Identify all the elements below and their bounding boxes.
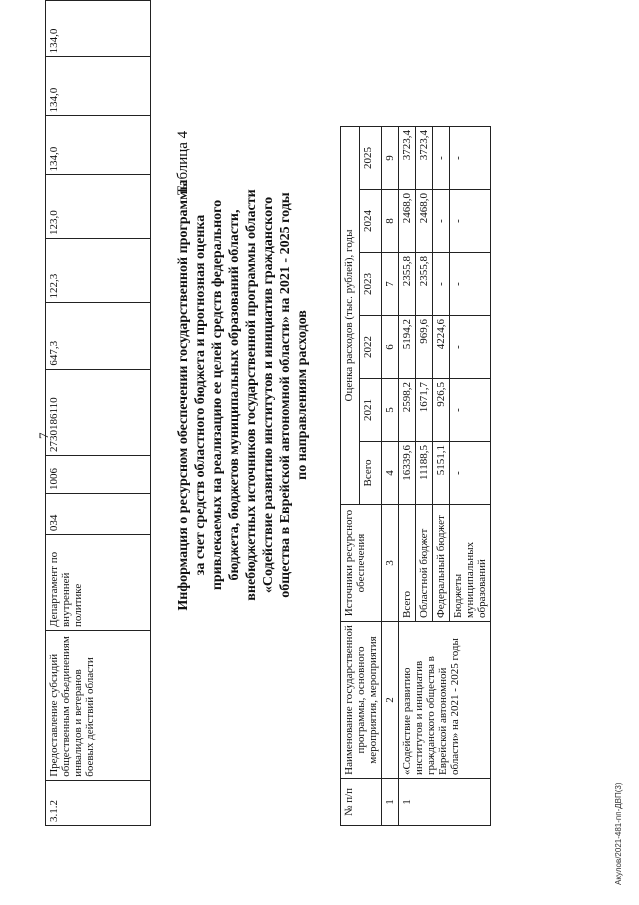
header-name: Наименование государственной программы, основного мероприятия, мероприятия	[341, 622, 382, 779]
value-2025: -	[433, 127, 450, 190]
col-number: 9	[382, 127, 399, 190]
value-2021: 926,5	[433, 379, 450, 442]
header-estimate: Оценка расходов (тыс. рублей), годы	[341, 127, 360, 505]
col-number: 5	[382, 379, 399, 442]
header-year: 2024	[360, 190, 382, 253]
header-row	[341, 127, 360, 826]
value-2021: -	[450, 379, 491, 442]
col-number: 4	[382, 442, 399, 505]
title-line: внебюджетных источников государственной программы области	[244, 189, 259, 601]
footer-code: Акулов/2021-481-пп-ДВП(3)	[614, 782, 623, 885]
column-number-row	[382, 127, 399, 826]
value-2024: 2468,0	[399, 190, 416, 253]
value-2025: 134,0	[46, 57, 151, 116]
table-label: Таблица 4	[175, 130, 191, 195]
value-2021: 2598,2	[399, 379, 416, 442]
title-line: общества в Еврейской автономной области» на 2021 - 2025 годы	[278, 192, 293, 598]
value-2022: -	[450, 316, 491, 379]
header-year: 2025	[360, 127, 382, 190]
row-number: 1	[399, 779, 491, 826]
value-total: 16339,6	[399, 442, 416, 505]
title-line: «Содействие развитию институтов и инициатив гражданского	[261, 196, 276, 594]
value-2025: 3723,4	[416, 127, 433, 190]
value-2023: 2355,8	[399, 253, 416, 316]
value-2022: 122,3	[46, 239, 151, 303]
value-total: -	[450, 442, 491, 505]
value-2024: 2468,0	[416, 190, 433, 253]
value-total: 11188,5	[416, 442, 433, 505]
value-extra: 134,0	[46, 1, 151, 57]
value-2025: -	[450, 127, 491, 190]
value-2021: 647,3	[46, 302, 151, 369]
executor: Департамент по внутренней политике	[46, 535, 151, 631]
grbs-code: 034	[46, 493, 151, 534]
col-number: 1	[382, 779, 399, 826]
previous-table-fragment	[45, 0, 151, 826]
event-name: Предоставление субсидий общественным объединениям инвалидов и ветеранов боевых действий области	[46, 631, 151, 781]
title-line: за счет средств областного бюджета и прогнозная оценка	[193, 214, 208, 576]
rzpr-code: 1006	[46, 455, 151, 493]
table-row	[46, 1, 151, 826]
title-line: Информация о ресурсном обеспечении государственной программы	[176, 179, 191, 611]
value-2024: 134,0	[46, 116, 151, 175]
col-number: 3	[382, 505, 399, 622]
resource-table	[340, 126, 491, 826]
source-name: Федеральный бюджет	[433, 505, 450, 622]
value-2024: -	[450, 190, 491, 253]
value-2022: 4224,6	[433, 316, 450, 379]
title-line: по направлениям расходов	[295, 310, 310, 480]
value-2023: 123,0	[46, 175, 151, 239]
header-total: Всего	[360, 442, 382, 505]
page-number: 7	[36, 432, 51, 439]
col-number: 2	[382, 622, 399, 779]
col-number: 8	[382, 190, 399, 253]
value-2022: 5194,2	[399, 316, 416, 379]
program-name: «Содействие развитию институтов и инициатив гражданского общества в Еврейской автономной области» на 2021 - 2025 годы	[399, 622, 491, 779]
header-year: 2023	[360, 253, 382, 316]
value-2023: -	[450, 253, 491, 316]
source-name: Всего	[399, 505, 416, 622]
value-2023: 2355,8	[416, 253, 433, 316]
col-number: 7	[382, 253, 399, 316]
value-2025: 3723,4	[399, 127, 416, 190]
csr-code: 2730186110	[46, 369, 151, 455]
value-total: 5151,1	[433, 442, 450, 505]
header-num: № п/п	[341, 779, 382, 826]
document-title	[175, 115, 311, 675]
header-year: 2021	[360, 379, 382, 442]
title-line: бюджета, бюджетов муниципальных образований области,	[227, 209, 242, 581]
value-2024: -	[433, 190, 450, 253]
source-name: Областной бюджет	[416, 505, 433, 622]
title-line: привлекаемых на реализацию ее целей средств федерального	[210, 199, 225, 591]
header-source: Источники ресурсного обеспечения	[341, 505, 382, 622]
table-row	[399, 127, 416, 826]
header-year: 2022	[360, 316, 382, 379]
value-2023: -	[433, 253, 450, 316]
source-name: Бюджеты муниципальных образований	[450, 505, 491, 622]
value-2022: 969,6	[416, 316, 433, 379]
col-number: 6	[382, 316, 399, 379]
value-2021: 1671,7	[416, 379, 433, 442]
row-number: 3.1.2	[46, 780, 151, 825]
